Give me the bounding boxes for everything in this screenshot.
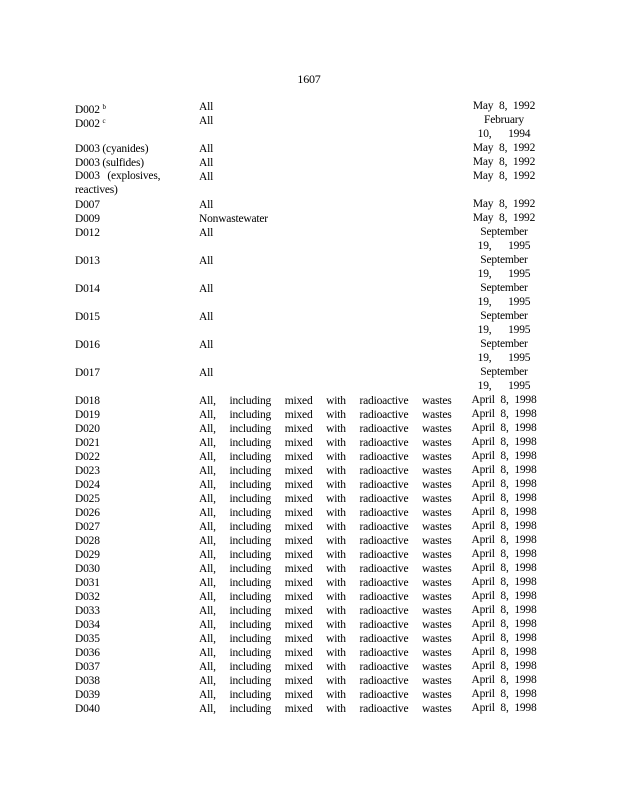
- table-row: [0, 170, 618, 198]
- waste-code: [75, 156, 144, 170]
- waste-scope: All, including mixed with radioactive wastes: [199, 689, 452, 701]
- effective-date: September 19, 1995: [477, 338, 531, 364]
- waste-code: [75, 366, 100, 380]
- effective-date: May 8, 1992: [472, 156, 536, 168]
- table-row: [0, 100, 618, 114]
- waste-code: [75, 562, 100, 576]
- waste-scope: All, including mixed with radioactive wastes: [199, 605, 452, 617]
- waste-code-text: D015: [75, 311, 100, 323]
- waste-code: [75, 422, 100, 436]
- waste-scope: All, including mixed with radioactive wastes: [199, 423, 452, 435]
- waste-scope: All, including mixed with radioactive wastes: [199, 479, 452, 491]
- effective-date: April 8, 1998: [471, 632, 537, 644]
- effective-date: April 8, 1998: [471, 506, 537, 518]
- waste-code-text: D003 (sulfides): [75, 157, 144, 169]
- waste-code: [75, 282, 100, 296]
- effective-date: April 8, 1998: [471, 590, 537, 602]
- waste-scope: All, including mixed with radioactive wastes: [199, 661, 452, 673]
- waste-code: [75, 660, 100, 674]
- waste-scope: All: [199, 255, 214, 267]
- waste-scope: Nonwastewater: [199, 213, 268, 225]
- waste-scope: All, including mixed with radioactive wastes: [199, 549, 452, 561]
- effective-date: April 8, 1998: [471, 422, 537, 434]
- waste-code: [75, 310, 100, 324]
- waste-scope: All, including mixed with radioactive wastes: [199, 535, 452, 547]
- waste-code: [75, 478, 100, 492]
- waste-scope: All: [199, 339, 214, 351]
- effective-date: April 8, 1998: [471, 576, 537, 588]
- waste-code: [75, 226, 100, 240]
- waste-scope: All, including mixed with radioactive wastes: [199, 493, 452, 505]
- waste-code: [75, 506, 100, 520]
- table-row: [0, 156, 618, 170]
- waste-code: [75, 534, 100, 548]
- waste-scope: All, including mixed with radioactive wastes: [199, 465, 452, 477]
- waste-code-text: D003 (explosives, reactives): [75, 170, 161, 196]
- table-row: [0, 702, 618, 716]
- waste-code: [75, 254, 100, 268]
- effective-date: May 8, 1992: [472, 198, 536, 210]
- table-row: [0, 590, 618, 604]
- waste-code-text: D029: [75, 549, 100, 561]
- waste-code-text: D040: [75, 703, 100, 715]
- page-number: 1607: [297, 72, 321, 86]
- table-row: [0, 548, 618, 562]
- waste-code: [75, 436, 100, 450]
- effective-date: September 19, 1995: [477, 282, 531, 308]
- waste-code-text: D013: [75, 255, 100, 267]
- waste-code-text: D007: [75, 199, 100, 211]
- table-row: [0, 632, 618, 646]
- waste-code-text: D021: [75, 437, 100, 449]
- waste-scope: All: [199, 199, 214, 211]
- waste-code: [75, 142, 148, 156]
- effective-date: April 8, 1998: [471, 478, 537, 490]
- effective-date: April 8, 1998: [471, 548, 537, 560]
- table-row: [0, 338, 618, 366]
- effective-date: April 8, 1998: [471, 688, 537, 700]
- waste-scope: All: [199, 367, 214, 379]
- table-row: [0, 506, 618, 520]
- waste-code: [75, 170, 185, 197]
- waste-scope: All: [199, 227, 214, 239]
- waste-scope: All, including mixed with radioactive wastes: [199, 619, 452, 631]
- waste-scope: All, including mixed with radioactive wastes: [199, 521, 452, 533]
- waste-scope: All, including mixed with radioactive wastes: [199, 563, 452, 575]
- waste-code-text: D036: [75, 647, 100, 659]
- table-row: [0, 366, 618, 394]
- table-row: [0, 478, 618, 492]
- effective-date: April 8, 1998: [471, 618, 537, 630]
- waste-code-text: D020: [75, 423, 100, 435]
- table-row: [0, 660, 618, 674]
- waste-code-text: D026: [75, 507, 100, 519]
- waste-code: [75, 408, 100, 422]
- waste-scope: All: [199, 283, 214, 295]
- footnote-marker: b: [102, 103, 106, 111]
- waste-code: [75, 604, 100, 618]
- waste-code-text: D037: [75, 661, 100, 673]
- table-row: [0, 604, 618, 618]
- table-row: [0, 198, 618, 212]
- waste-code: [75, 464, 100, 478]
- waste-code-text: D028: [75, 535, 100, 547]
- effective-date: April 8, 1998: [471, 534, 537, 546]
- table-row: [0, 142, 618, 156]
- effective-date: April 8, 1998: [471, 674, 537, 686]
- table-row: [0, 394, 618, 408]
- table-row: [0, 646, 618, 660]
- waste-scope: All: [199, 157, 214, 169]
- waste-code-text: D014: [75, 283, 100, 295]
- table-row: [0, 576, 618, 590]
- table-row: [0, 226, 618, 254]
- waste-scope: All: [199, 115, 214, 127]
- waste-code: [75, 548, 100, 562]
- waste-scope: All, including mixed with radioactive wastes: [199, 507, 452, 519]
- effective-dates-table: [0, 100, 618, 716]
- waste-scope: All: [199, 101, 214, 113]
- effective-date: May 8, 1992: [472, 170, 536, 182]
- effective-date: May 8, 1992: [472, 212, 536, 224]
- waste-code: [75, 618, 100, 632]
- waste-code: [75, 590, 100, 604]
- waste-code-text: D031: [75, 577, 100, 589]
- effective-date: April 8, 1998: [471, 450, 537, 462]
- waste-code-text: D002: [75, 118, 100, 130]
- waste-code: [75, 646, 100, 660]
- waste-code-text: D038: [75, 675, 100, 687]
- table-row: [0, 618, 618, 632]
- waste-code: [75, 674, 100, 688]
- table-row: [0, 520, 618, 534]
- effective-date: May 8, 1992: [472, 100, 536, 112]
- waste-code-text: D019: [75, 409, 100, 421]
- table-row: [0, 212, 618, 226]
- waste-scope: All, including mixed with radioactive wastes: [199, 703, 452, 715]
- waste-scope: All, including mixed with radioactive wastes: [199, 409, 452, 421]
- table-row: [0, 422, 618, 436]
- waste-code: [75, 338, 100, 352]
- effective-date: September 19, 1995: [477, 366, 531, 392]
- effective-date: April 8, 1998: [471, 660, 537, 672]
- waste-code-text: D018: [75, 395, 100, 407]
- table-row: [0, 254, 618, 282]
- waste-scope: All, including mixed with radioactive wastes: [199, 577, 452, 589]
- effective-date: September 19, 1995: [477, 254, 531, 280]
- effective-date: April 8, 1998: [471, 702, 537, 714]
- effective-date: May 8, 1992: [472, 142, 536, 154]
- table-row: [0, 114, 618, 142]
- effective-date: April 8, 1998: [471, 464, 537, 476]
- effective-date: April 8, 1998: [471, 408, 537, 420]
- table-row: [0, 282, 618, 310]
- effective-date: September 19, 1995: [477, 226, 531, 252]
- waste-scope: All: [199, 143, 214, 155]
- effective-date: April 8, 1998: [471, 520, 537, 532]
- waste-scope: All: [199, 311, 214, 323]
- waste-code-text: D002: [75, 104, 100, 116]
- waste-code: [75, 114, 105, 131]
- table-row: [0, 436, 618, 450]
- waste-code: [75, 632, 100, 646]
- effective-date: April 8, 1998: [471, 646, 537, 658]
- table-row: [0, 310, 618, 338]
- waste-scope: All, including mixed with radioactive wastes: [199, 633, 452, 645]
- waste-code-text: D034: [75, 619, 100, 631]
- waste-code-text: D009: [75, 213, 100, 225]
- waste-code-text: D016: [75, 339, 100, 351]
- waste-code-text: D025: [75, 493, 100, 505]
- waste-code-text: D033: [75, 605, 100, 617]
- waste-scope: All, including mixed with radioactive wastes: [199, 647, 452, 659]
- waste-code-text: D003 (cyanides): [75, 143, 149, 155]
- waste-scope: All, including mixed with radioactive wastes: [199, 451, 452, 463]
- waste-code-text: D024: [75, 479, 100, 491]
- table-row: [0, 534, 618, 548]
- waste-code: [75, 520, 100, 534]
- waste-code-text: D030: [75, 563, 100, 575]
- waste-scope: All, including mixed with radioactive wastes: [199, 675, 452, 687]
- waste-code: [75, 702, 100, 716]
- table-row: [0, 492, 618, 506]
- waste-code: [75, 576, 100, 590]
- table-row: [0, 562, 618, 576]
- effective-date: February 10, 1994: [477, 114, 531, 140]
- waste-code: [75, 212, 100, 226]
- effective-date: April 8, 1998: [471, 492, 537, 504]
- table-row: [0, 408, 618, 422]
- table-row: [0, 464, 618, 478]
- table-row: [0, 674, 618, 688]
- waste-code-text: D032: [75, 591, 100, 603]
- waste-scope: All, including mixed with radioactive wastes: [199, 591, 452, 603]
- waste-code-text: D022: [75, 451, 100, 463]
- effective-date: April 8, 1998: [471, 604, 537, 616]
- waste-code-text: D035: [75, 633, 100, 645]
- waste-code-text: D017: [75, 367, 100, 379]
- waste-scope: All: [199, 171, 214, 183]
- waste-code-text: D039: [75, 689, 100, 701]
- effective-date: April 8, 1998: [471, 562, 537, 574]
- waste-scope: All, including mixed with radioactive wastes: [199, 437, 452, 449]
- waste-code-text: D012: [75, 227, 100, 239]
- waste-code: [75, 688, 100, 702]
- table-row: [0, 450, 618, 464]
- waste-code-text: D023: [75, 465, 100, 477]
- footnote-marker: c: [102, 117, 106, 125]
- effective-date: April 8, 1998: [471, 394, 537, 406]
- effective-date: September 19, 1995: [477, 310, 531, 336]
- waste-code: [75, 492, 100, 506]
- effective-date: April 8, 1998: [471, 436, 537, 448]
- waste-code: [75, 394, 100, 408]
- waste-code: [75, 450, 100, 464]
- waste-scope: All, including mixed with radioactive wastes: [199, 395, 452, 407]
- waste-code-text: D027: [75, 521, 100, 533]
- table-row: [0, 688, 618, 702]
- waste-code: [75, 198, 100, 212]
